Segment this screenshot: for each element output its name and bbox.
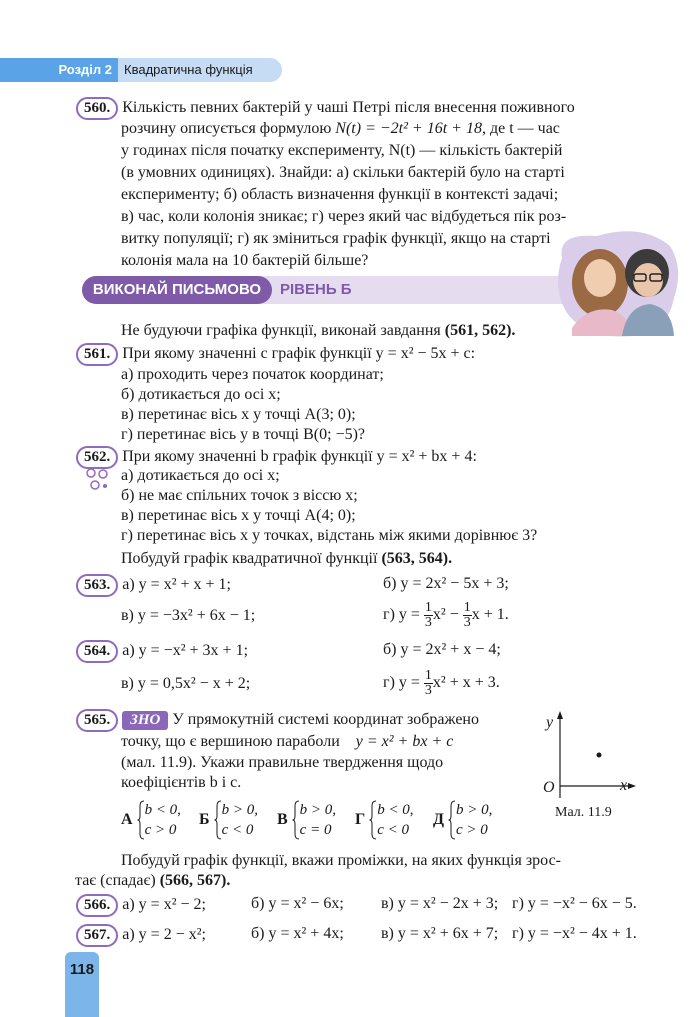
brace-icon xyxy=(292,800,300,840)
instruction: тає (спадає) (566, 567). xyxy=(75,872,231,889)
problem-number: 566. xyxy=(76,894,118,917)
problem-number: 564. xyxy=(76,640,118,663)
option-letter: А xyxy=(121,811,133,829)
text-line: експерименту; б) область визначення функції в контексті задачі; xyxy=(121,186,559,203)
option-system: b > 0, c < 0 xyxy=(221,802,258,839)
option-c: в) y = 0,5x² − x + 2; xyxy=(121,675,251,692)
text-line: витку популяції; г) як зміниться графік функції, якщо на старті xyxy=(121,230,551,247)
option-d: г) y = $\frac{1}{3}$ x² − $\frac{1}{3}$ x + 1. xyxy=(383,599,509,630)
answer-option xyxy=(433,798,503,842)
option-c: в) y = x² + 6x + 7; xyxy=(381,925,499,942)
banner-level: РІВЕНЬ Б xyxy=(280,281,352,298)
problem-number: 560. xyxy=(76,97,118,120)
text-line: (мал. 11.9). Укажи правильне твердження щодо xyxy=(121,754,444,771)
answer-option xyxy=(355,798,433,842)
option-system: b < 0, c > 0 xyxy=(144,802,181,839)
option-letter: Д xyxy=(433,811,445,829)
option-d: г) y = $\frac{1}{3}$ x² + x + 3. xyxy=(383,667,500,698)
option-c: в) y = −3x² + 6x − 1; xyxy=(121,607,256,624)
axis-label-y: y xyxy=(546,714,554,731)
figure-caption: Мал. 11.9 xyxy=(555,805,612,820)
text-line: у годинах після початку експерименту, N(t) — кількість бактерій xyxy=(121,142,563,159)
instruction: Побудуй графік квадратичної функції (563, 564). xyxy=(121,550,453,567)
problem-number: 561. xyxy=(76,343,118,366)
instruction: Не будуючи графіка функції, виконай завдання (561, 562). xyxy=(121,322,516,339)
option-b: б) y = 2x² − 5x + 3; xyxy=(383,575,509,592)
option-b: б) y = x² + 4x; xyxy=(251,925,344,942)
brace-icon xyxy=(448,800,456,840)
section-tag: Розділ 2 xyxy=(0,58,118,82)
page-number: 118 xyxy=(65,952,99,1017)
text-line: У прямокутній системі координат зображено xyxy=(172,711,479,728)
option-c: в) перетинає вісь x у точці A(3; 0); xyxy=(121,406,356,423)
option-c: в) y = x² − 2x + 3; xyxy=(381,895,499,912)
text-line: розчину описується формулою xyxy=(121,120,336,137)
option-system: b > 0, c > 0 xyxy=(456,802,493,839)
question: При якому значенні c графік функції y = x² − 5x + c: xyxy=(122,345,476,362)
answer-option xyxy=(199,798,277,842)
option-a: а) y = −x² + 3x + 1; xyxy=(122,642,249,659)
origin-label: O xyxy=(543,779,555,796)
students-photo xyxy=(552,228,682,340)
answer-option xyxy=(121,798,199,842)
answer-options xyxy=(121,798,503,842)
zno-badge: ЗНО xyxy=(122,711,168,730)
option-b: б) дотикається до осі x; xyxy=(121,386,281,403)
option-b: б) y = x² − 6x; xyxy=(251,895,344,912)
option-letter: Б xyxy=(199,811,210,829)
option-a: а) проходить через початок координат; xyxy=(121,366,384,383)
option-letter: В xyxy=(277,811,288,829)
axis-label-x: x xyxy=(620,777,628,794)
problem-number: 567. xyxy=(76,924,118,947)
brace-icon xyxy=(369,800,377,840)
answer-option xyxy=(277,798,355,842)
option-a: а) y = x² + x + 1; xyxy=(122,576,231,593)
group-work-icon xyxy=(84,466,110,492)
option-d: г) перетинає вісь x у точках, відстань між якими дорівнює 3? xyxy=(121,527,538,544)
formula: y = x² + bx + c xyxy=(355,733,454,750)
problem-number: 562. xyxy=(76,446,118,469)
option-b: б) не має спільних точок з віссю x; xyxy=(121,487,358,504)
option-b: б) y = 2x² + x − 4; xyxy=(383,641,501,658)
text-line: в) час, коли колонія зникає; г) через який час відбудеться пік роз- xyxy=(121,208,567,225)
option-letter: Г xyxy=(355,811,366,829)
problem-number: 563. xyxy=(76,574,118,597)
option-system: b < 0, c < 0 xyxy=(377,802,414,839)
text-line: колонія мала на 10 бактерій більше? xyxy=(121,252,369,269)
option-system: b > 0, c = 0 xyxy=(299,802,337,839)
text-line: (в умовних одиницях). Знайди: а) скільки бактерій було на старті xyxy=(121,164,565,181)
text-line: Кількість певних бактерій у чаші Петрі після внесення поживного xyxy=(122,99,575,116)
instruction: Побудуй графік функції, вкажи проміжки, на яких функція зрос- xyxy=(121,852,561,869)
section-title: Квадратична функція xyxy=(124,62,253,77)
option-a: а) дотикається до осі x; xyxy=(121,467,280,484)
option-c: в) перетинає вісь x у точці A(4; 0); xyxy=(121,507,356,524)
formula: N(t) = −2t² + 16t + 18 xyxy=(335,120,482,137)
question: При якому значенні b графік функції y = x² + bx + 4: xyxy=(122,448,477,465)
brace-icon xyxy=(214,800,222,840)
option-d: г) y = −x² − 6x − 5. xyxy=(512,895,637,912)
banner-label: ВИКОНАЙ ПИСЬМОВО xyxy=(82,276,272,304)
text-line: , де t — час xyxy=(481,120,560,137)
text-line: коефіцієнтів b і c. xyxy=(121,774,242,791)
option-a: а) y = 2 − x²; xyxy=(122,926,206,943)
option-a: а) y = x² − 2; xyxy=(122,896,206,913)
text-line: точку, що є вершиною параболи xyxy=(121,733,340,750)
option-d: г) y = −x² − 4x + 1. xyxy=(512,925,637,942)
problem-number: 565. xyxy=(76,709,118,732)
option-d: г) перетинає вісь y в точці B(0; −5)? xyxy=(121,426,366,443)
brace-icon xyxy=(137,800,145,840)
